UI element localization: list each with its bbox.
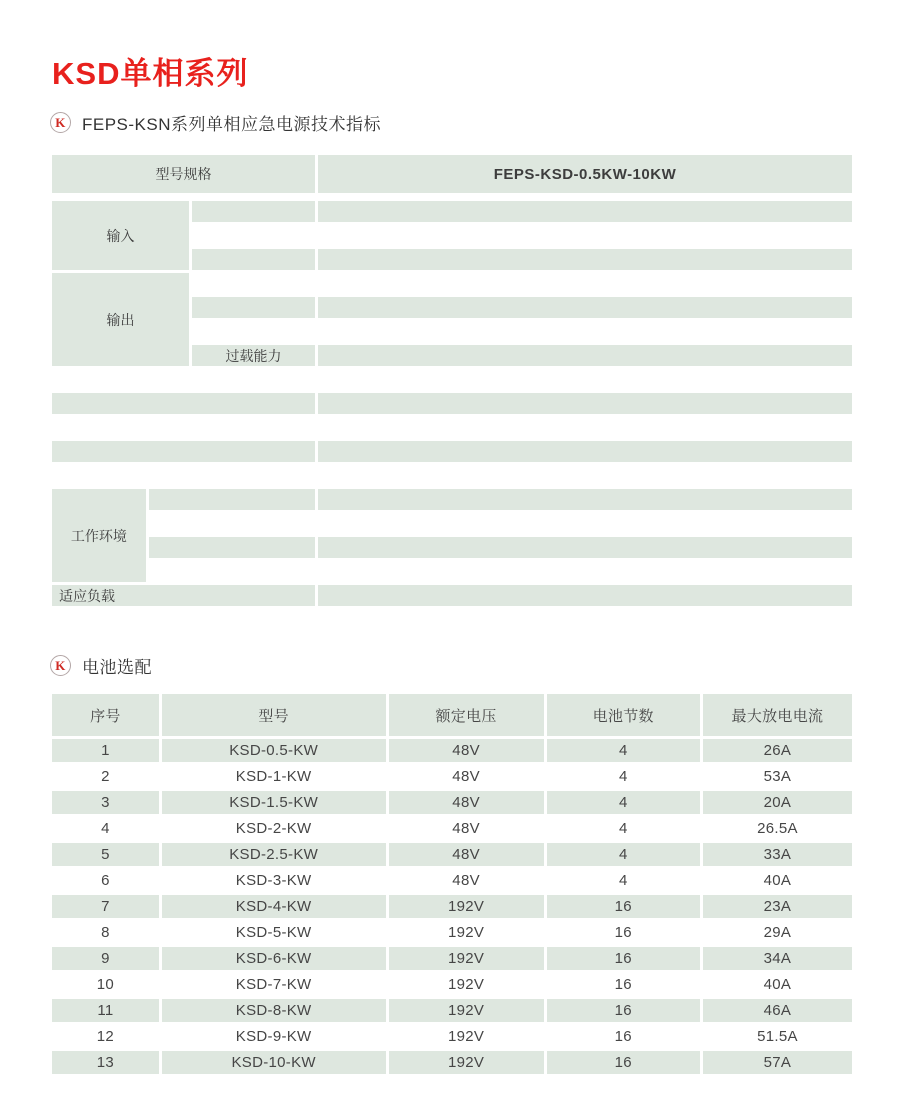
table-cell: 13 [52, 1051, 159, 1074]
table-cell: 16 [614, 924, 632, 941]
battery-row [52, 921, 852, 944]
spacer-cell [52, 196, 852, 198]
plain-row-5 [52, 465, 852, 486]
table-cell: 4 [618, 872, 628, 889]
table-cell: 192V [447, 1028, 485, 1045]
table-cell: 192V [389, 999, 544, 1022]
table-cell: 192V [389, 947, 544, 970]
empty-cell [192, 273, 315, 294]
table-cell: 4 [547, 791, 700, 814]
table-cell: 4 [547, 739, 700, 762]
battery-row [52, 843, 852, 866]
table-cell: 26.5A [757, 820, 798, 837]
empty-cell [318, 345, 852, 366]
battery-row [52, 999, 852, 1022]
environment-group-label-cell: 工作环境 [52, 489, 146, 582]
table-cell: 2 [101, 768, 110, 785]
load-label-cell: 适应负载 [52, 585, 315, 606]
table-cell: 48V [389, 739, 544, 762]
battery-header-cell: 电池节数 [547, 694, 700, 736]
battery-header-cell: 序号 [52, 694, 159, 736]
empty-cell [318, 249, 852, 270]
spec-header-row [52, 155, 852, 193]
table-cell: 4 [101, 820, 110, 837]
spec-table [49, 152, 855, 609]
table-cell: KSD-2-KW [235, 820, 312, 837]
circled-k-icon: K [50, 655, 71, 676]
table-cell: 48V [452, 820, 480, 837]
table-cell: 34A [703, 947, 852, 970]
empty-cell [52, 393, 315, 414]
circled-k-icon: K [50, 112, 71, 133]
battery-row [52, 765, 852, 788]
table-cell: 57A [703, 1051, 852, 1074]
table-cell: 16 [614, 1028, 632, 1045]
empty-cell [318, 465, 852, 486]
table-cell: 6 [101, 872, 110, 889]
battery-row [52, 973, 852, 996]
table-cell: 16 [547, 1051, 700, 1074]
load-row [52, 585, 852, 606]
empty-cell [318, 273, 852, 294]
table-cell: 7 [52, 895, 159, 918]
spec-section-heading [50, 110, 381, 135]
table-cell: 20A [703, 791, 852, 814]
table-cell: 192V [389, 1051, 544, 1074]
table-cell: 16 [547, 895, 700, 918]
battery-row [52, 791, 852, 814]
table-cell: 48V [389, 791, 544, 814]
table-cell: 48V [452, 872, 480, 889]
plain-row-4 [52, 441, 852, 462]
empty-cell [318, 297, 852, 318]
battery-row [52, 1025, 852, 1048]
empty-cell [318, 321, 852, 342]
table-cell: KSD-4-KW [162, 895, 386, 918]
table-cell: 48V [389, 843, 544, 866]
table-cell: 192V [447, 976, 485, 993]
empty-cell [192, 297, 315, 318]
table-cell: 33A [703, 843, 852, 866]
empty-cell [52, 441, 315, 462]
table-cell: 12 [96, 1028, 115, 1045]
battery-header-row [52, 694, 852, 736]
empty-cell [318, 489, 852, 510]
empty-cell [149, 537, 315, 558]
battery-row [52, 817, 852, 840]
table-cell: 3 [52, 791, 159, 814]
battery-table [49, 691, 855, 1077]
battery-row [52, 895, 852, 918]
empty-cell [318, 225, 852, 246]
empty-cell [318, 201, 852, 222]
table-cell: 16 [614, 976, 632, 993]
empty-cell [192, 321, 315, 342]
empty-cell [318, 441, 852, 462]
table-cell: 192V [389, 895, 544, 918]
battery-header-cell: 最大放电电流 [703, 694, 852, 736]
table-cell: 53A [763, 768, 792, 785]
empty-cell [318, 417, 852, 438]
empty-cell [149, 513, 315, 534]
table-cell: 9 [52, 947, 159, 970]
table-cell: KSD-1-KW [235, 768, 312, 785]
overload-label-cell: 过载能力 [192, 345, 315, 366]
empty-cell [318, 369, 852, 390]
plain-row-1 [52, 369, 852, 390]
empty-cell [318, 513, 852, 534]
page-title: KSD单相系列 [52, 56, 249, 91]
environment-row-2 [52, 513, 852, 534]
environment-row-4 [52, 561, 852, 582]
table-cell: KSD-1.5-KW [162, 791, 386, 814]
table-cell: KSD-3-KW [235, 872, 312, 889]
table-cell: 40A [763, 872, 792, 889]
table-cell: 51.5A [757, 1028, 798, 1045]
battery-header-cell: 额定电压 [389, 694, 544, 736]
table-cell: KSD-10-KW [162, 1051, 386, 1074]
spacer-row [52, 196, 852, 198]
battery-section-title: 电池选配 [82, 658, 152, 677]
spec-section-title: FEPS-KSN系列单相应急电源技术指标 [82, 115, 382, 134]
table-cell: 23A [703, 895, 852, 918]
table-cell: 192V [447, 924, 485, 941]
environment-row-1 [52, 489, 852, 510]
table-cell: 29A [763, 924, 792, 941]
battery-row [52, 947, 852, 970]
environment-row-3 [52, 537, 852, 558]
empty-cell [52, 465, 315, 486]
empty-cell [52, 369, 315, 390]
table-cell: 40A [763, 976, 792, 993]
table-cell: 5 [52, 843, 159, 866]
plain-row-3 [52, 417, 852, 438]
empty-cell [318, 585, 852, 606]
table-cell: KSD-2.5-KW [162, 843, 386, 866]
output-group-label-cell: 输出 [52, 273, 189, 366]
battery-section-heading [50, 653, 152, 678]
battery-header-cell: 型号 [162, 694, 386, 736]
empty-cell [52, 417, 315, 438]
empty-cell [318, 561, 852, 582]
table-cell: 4 [618, 768, 628, 785]
empty-cell [192, 225, 315, 246]
input-row-1 [52, 201, 852, 222]
table-cell: 1 [52, 739, 159, 762]
table-cell: 16 [547, 999, 700, 1022]
table-cell: 48V [452, 768, 480, 785]
table-cell: 46A [703, 999, 852, 1022]
empty-cell [192, 249, 315, 270]
table-cell: 10 [96, 976, 115, 993]
empty-cell [149, 561, 315, 582]
empty-cell [318, 393, 852, 414]
input-group-label-cell: 输入 [52, 201, 189, 270]
table-cell: 16 [547, 947, 700, 970]
table-cell: KSD-6-KW [162, 947, 386, 970]
table-cell: KSD-8-KW [162, 999, 386, 1022]
plain-row-2 [52, 393, 852, 414]
table-cell: 26A [703, 739, 852, 762]
model-spec-value-cell: FEPS-KSD-0.5KW-10KW [318, 155, 852, 193]
table-cell: 4 [618, 820, 628, 837]
battery-row [52, 739, 852, 762]
table-cell: 8 [101, 924, 110, 941]
table-cell: KSD-0.5-KW [162, 739, 386, 762]
table-cell: KSD-5-KW [235, 924, 312, 941]
battery-row [52, 869, 852, 892]
empty-cell [192, 201, 315, 222]
empty-cell [149, 489, 315, 510]
empty-cell [318, 537, 852, 558]
table-cell: 4 [547, 843, 700, 866]
table-cell: KSD-7-KW [235, 976, 312, 993]
model-spec-label-cell: 型号规格 [52, 155, 315, 193]
battery-row [52, 1051, 852, 1074]
table-cell: KSD-9-KW [235, 1028, 312, 1045]
output-row-1 [52, 273, 852, 294]
table-cell: 11 [52, 999, 159, 1022]
